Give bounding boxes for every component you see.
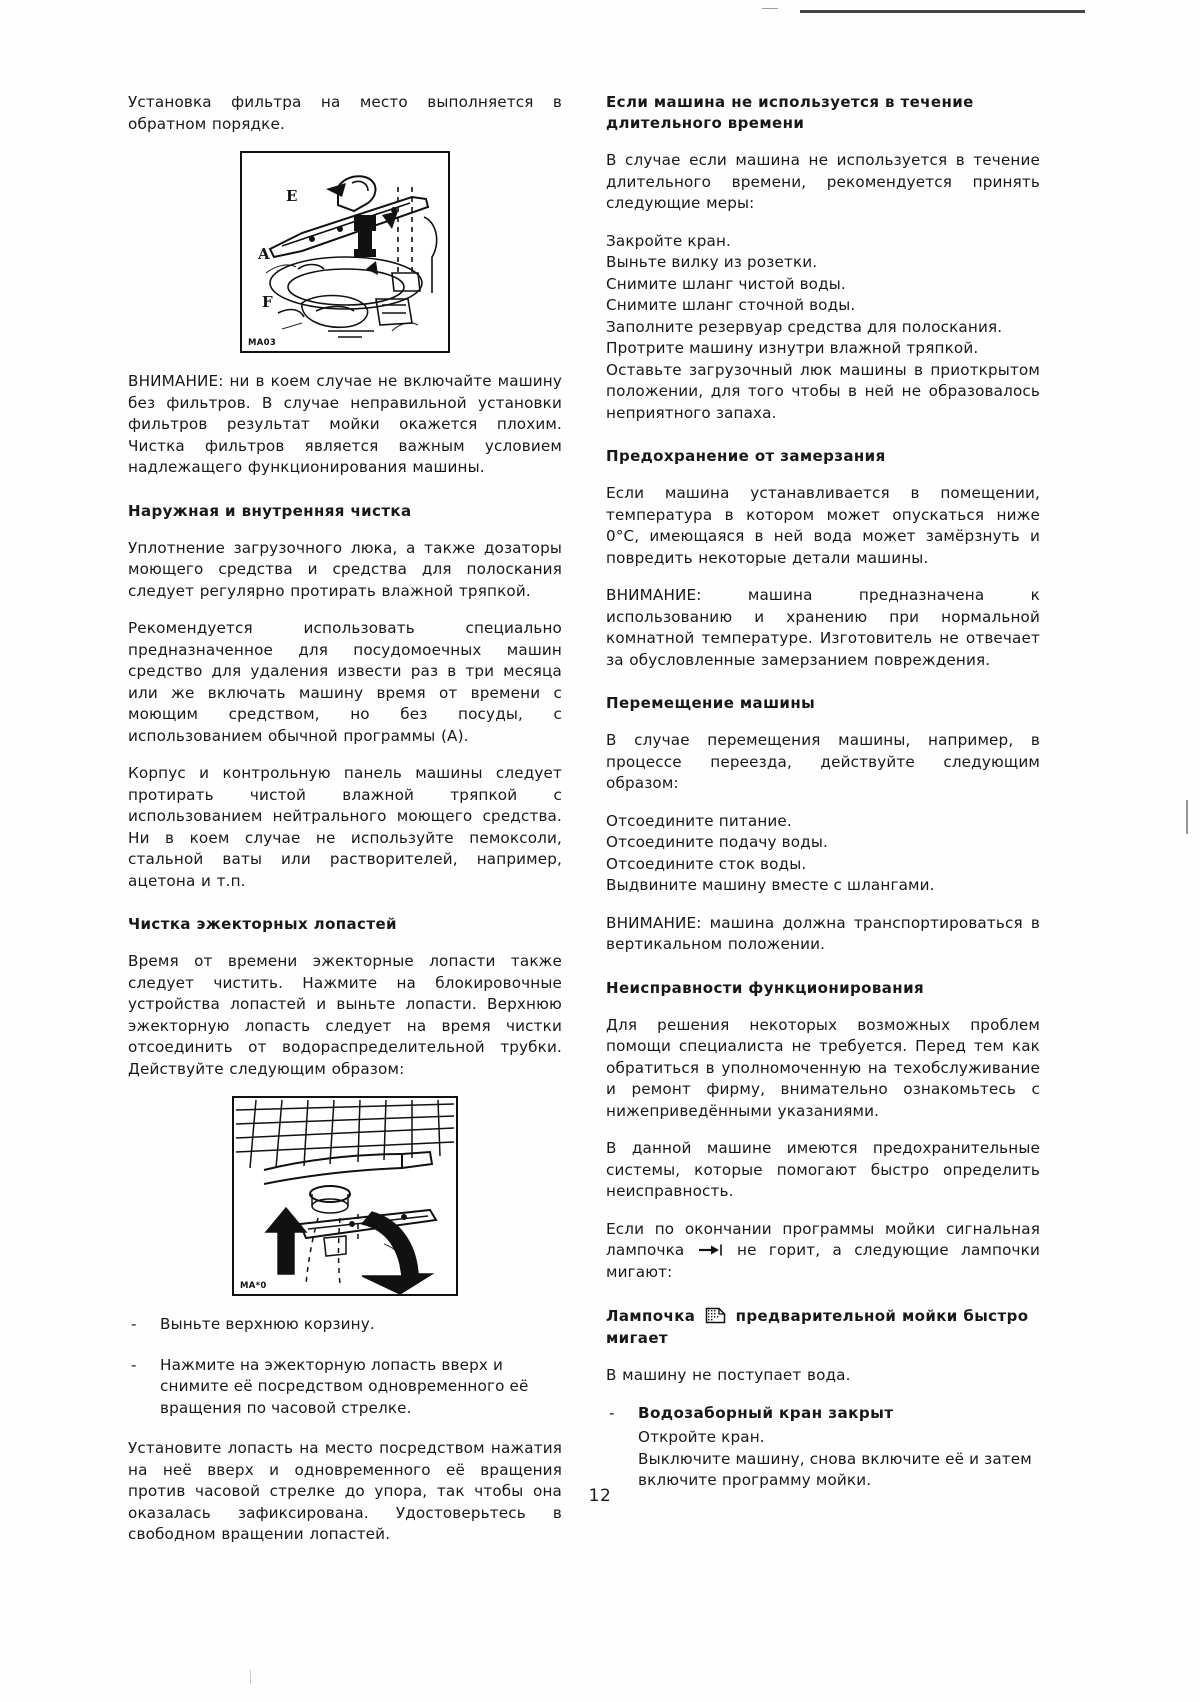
list-item: Снимите шланг сточной воды. (606, 296, 856, 314)
list-item: Снимите шланг чистой воды. (606, 274, 846, 293)
figure-spray-arm-drawing (234, 1098, 456, 1294)
heading-prewash-lamp-blinking (606, 1305, 1040, 1349)
frost-paragraph-1: Если машина устанавливается в помещении, температура в котором может опускаться ниже 0°C, имеющаяся в ней вода может замёрзнуть и повредить некоторые детали машины. (606, 484, 1040, 567)
cleaning-paragraph-1: Уплотнение загрузочного люка, а также дозаторы моющего средства и средства для полоскания следует регулярно протирать влажной тряпкой. (128, 538, 562, 600)
moving-steps-list (606, 811, 1040, 897)
heading-exterior-interior-cleaning: Наружная и внутренняя чистка (128, 501, 412, 520)
list-item: Отсоедините подачу воды. (606, 833, 828, 851)
figure-code-ma03: MA03 (248, 338, 277, 348)
heading-operating-faults: Неисправности функционирования (606, 978, 925, 997)
blades-paragraph-2: Установите лопасть на место посредством нажатия на неё вверх и одновременного её вращения против часовой стрелке до упора, так чтобы она оказалась зафиксирована. Удостоверьтесь в свободном вращении лопастей. (128, 1439, 562, 1543)
fault-item-title: Водозаборный кран закрыт (638, 1403, 894, 1422)
prewash-lamp-icon (705, 1307, 726, 1324)
cleaning-paragraph-2: Рекомендуется использовать специально предназначенное для посудомоечных машин средство для удаления извести раз в три месяца или же включать машину время от времени с моющим средством, но без посуды, с использованием обычной программы (A). (128, 619, 562, 745)
fault-item-remedies (638, 1427, 1040, 1492)
list-item: - Нажмите на эжекторную лопасть вверх и снимите её посредством одновременного её вращения по часовой стрелке. (128, 1355, 562, 1420)
scan-edge-tick-bottom (250, 1670, 251, 1684)
list-item: Протрите машину изнутри влажной тряпкой. (606, 339, 979, 357)
fault-causes-list (606, 1403, 1040, 1492)
lamp-paragraph-1: В машину не поступает вода. (606, 1366, 851, 1384)
list-item: Оставьте загрузочный люк машины в приоткрытом положении, для того чтобы в ней не образовалось неприятного запаха. (606, 360, 1040, 422)
figure-label-a: A (258, 245, 270, 263)
heading-long-term-disuse: Если машина не используется в течение длительного времени (606, 93, 974, 132)
figure-filter-installation (240, 151, 450, 353)
right-column (606, 92, 1040, 1562)
page-number: 12 (588, 1486, 612, 1506)
figure-spray-arm-removal (232, 1096, 458, 1296)
faults-paragraph-3-before: Если по окончании программы мойки сигнальная лампочка (606, 1219, 1040, 1259)
page-columns (128, 92, 1040, 1562)
fault-remedy-line: Откройте кран. (638, 1428, 765, 1446)
faults-paragraph-2: В данной машине имеются предохранительные системы, которые помогают быстро определить неисправность. (606, 1139, 1040, 1200)
fault-remedy-line: Выключите машину, снова включите её и затем включите программу мойки. (638, 1449, 1032, 1489)
end-of-program-arrow-icon (698, 1241, 724, 1253)
left-column (128, 92, 562, 1562)
faults-paragraph-3-after: не горит, а следующие лампочки мигают: (606, 1241, 1041, 1281)
moving-paragraph-2: ВНИМАНИЕ: машина должна транспортироваться в вертикальном положении. (606, 913, 1040, 953)
cleaning-paragraph-3: Корпус и контрольную панель машины следует протирать чистой влажной тряпкой с использованием нейтрального моющего средства. Ни в коем случае не используйте пемоксоли, стальной ваты или растворителей, например, ацетона и т.п. (128, 764, 562, 890)
list-item: - Выньте верхнюю корзину. (128, 1314, 562, 1336)
moving-paragraph-1: В случае перемещения машины, например, в процессе переезда, действуйте следующим образом: (606, 731, 1040, 792)
faults-paragraph-3 (606, 1219, 1040, 1284)
spray-arm-steps-list (128, 1314, 562, 1419)
figure-filter-drawing (242, 153, 448, 351)
blades-paragraph-1: Время от времени эжекторные лопасти также следует чистить. Нажмите на блокировочные устройства лопастей и выньте лопасти. Верхнюю эжекторную лопасть следует на время чистки отсоединить от водораспределительной трубки. Действуйте следующим образом: (128, 952, 562, 1078)
list-item (606, 1403, 1040, 1492)
list-item: Выдвините машину вместе с шлангами. (606, 876, 935, 894)
frost-paragraph-2: ВНИМАНИЕ: машина предназначена к использованию и хранению при нормальной комнатной температуре. Изготовитель не отвечает за обусловленные замерзанием повреждения. (606, 586, 1040, 669)
figure-label-e: E (286, 187, 298, 205)
faults-paragraph-1: Для решения некоторых возможных проблем помощи специалиста не требуется. Перед тем как обратиться в уполномоченную на техобслуживание и ремонт фирму, внимательно ознакомьтесь с нижеприведёнными указаниями. (606, 1015, 1040, 1120)
heading-frost-protection: Предохранение от замерзания (606, 447, 886, 465)
warning-filters-paragraph: ВНИМАНИЕ: ни в коем случае не включайте машину без фильтров. В случае неправильной установки фильтров результат мойки окажется плохим. Чистка фильтров является важным условием надлежащего функционирования машины. (128, 372, 562, 476)
figure-label-f: F (262, 293, 273, 311)
scan-edge-mark-top (800, 10, 1085, 13)
intro-paragraph: Установка фильтра на место выполняется в обратном порядке. (128, 93, 562, 133)
figure-code-ma0: MA*0 (240, 1281, 267, 1291)
heading-spray-arm-cleaning: Чистка эжекторных лопастей (128, 915, 397, 933)
list-item: Заполните резервуар средства для полоскания. (606, 317, 1003, 336)
scan-edge-tick-top (762, 8, 778, 9)
list-item: Отсоедините питание. (606, 811, 792, 830)
lamp-heading-before: Лампочка (606, 1307, 696, 1325)
list-item: Отсоедините сток воды. (606, 854, 807, 873)
list-item: Закройте кран. (606, 231, 732, 250)
scan-edge-tick-right (1186, 800, 1188, 834)
lamp-heading-after: предварительной мойки быстро мигает (606, 1307, 1029, 1347)
longterm-steps-list (606, 231, 1040, 425)
longterm-paragraph-1: В случае если машина не используется в течение длительного времени, рекомендуется принять следующие меры: (606, 151, 1040, 212)
list-item: Выньте вилку из розетки. (606, 253, 818, 271)
heading-moving-machine: Перемещение машины (606, 694, 816, 712)
